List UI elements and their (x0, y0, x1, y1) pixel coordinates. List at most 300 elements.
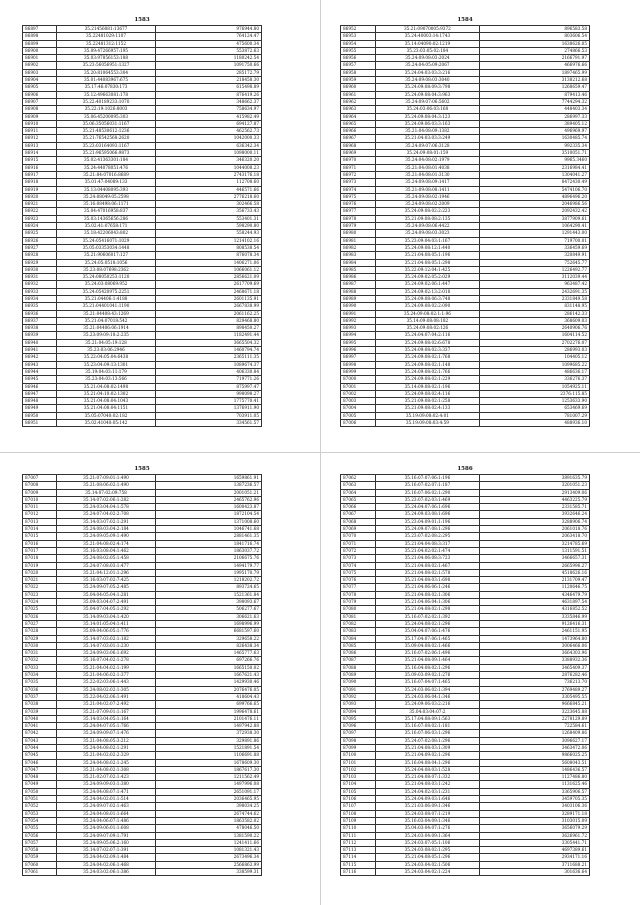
row-id-cell: 87087 (341, 657, 376, 664)
table-row (341, 325, 590, 332)
value-cell: 398034.25 (156, 803, 262, 810)
value-cell: 1381590.22 (156, 832, 262, 839)
value-cell: 4346479.79 (479, 591, 589, 598)
table-row (23, 518, 262, 525)
table-row (23, 325, 262, 332)
value-cell: 1698996.99 (156, 620, 262, 627)
table-row (341, 398, 590, 405)
row-id-cell: 86913 (23, 142, 57, 149)
table-row (341, 482, 590, 489)
coordinate-cell: 35.21:04:06:02:1:377 (56, 672, 155, 679)
coordinate-cell: 35.24:08:02:05:1:458 (56, 555, 155, 562)
table-row (341, 854, 590, 861)
value-cell: 992335.34 (479, 142, 589, 149)
coordinate-cell: 35.21:04:08:03:1:242 (376, 781, 479, 788)
coordinate-cell: 35.24:04:08:02:1:296 (376, 620, 479, 627)
row-id-cell: 87073 (341, 555, 376, 562)
coordinate-cell: 35.24:03:07:05:1:106 (376, 839, 479, 846)
table-row (23, 774, 262, 781)
row-id-cell: 87021 (23, 577, 57, 584)
coordinate-cell: 35.24:03:02:06:1:386 (56, 869, 155, 876)
coordinate-cell: 35.09:47266957:195 (56, 47, 155, 54)
table-row (23, 62, 262, 69)
table-row (341, 237, 590, 244)
coordinate-cell: 35.23:03:05:02:184 (376, 47, 479, 54)
row-id-cell: 86912 (23, 135, 57, 142)
coordinate-cell: 35.03:97856153:188 (56, 55, 155, 62)
row-id-cell: 86905 (23, 84, 57, 91)
coordinate-cell: 35.21:04:08:02:1:578 (376, 569, 479, 576)
value-cell: 558244.93 (156, 230, 262, 237)
coordinate-cell: 35.21:04:04:08:3:317 (376, 540, 479, 547)
table-row (23, 526, 262, 533)
coordinate-cell: 35.16:07:04:07:1:465 (376, 679, 479, 686)
table-row (23, 569, 262, 576)
value-cell: 2468671.18 (156, 288, 262, 295)
page-divider-horizontal (0, 452, 640, 453)
value-cell: 3388932.36 (479, 657, 589, 664)
value-cell: 3459705.35 (479, 796, 589, 803)
value-cell: 4518626.16 (479, 569, 589, 576)
row-id-cell: 86900 (23, 47, 57, 54)
row-id-cell: 87099 (341, 744, 376, 751)
row-id-cell: 87053 (23, 810, 57, 817)
table-row (341, 208, 590, 215)
row-id-cell: 86918 (23, 179, 57, 186)
table-row (23, 847, 262, 854)
coordinate-cell: 35.24:09:08:06:4422 (376, 223, 479, 230)
row-id-cell: 86951 (23, 420, 57, 427)
row-id-cell: 86902 (23, 62, 57, 69)
row-id-cell: 86991 (341, 310, 376, 317)
row-id-cell: 87082 (341, 620, 376, 627)
value-cell: 752645.77 (479, 259, 589, 266)
row-id-cell: 86975 (341, 193, 376, 200)
table-row (341, 266, 590, 273)
coordinate-cell: 35.21:04408:43:1269 (56, 310, 155, 317)
coordinate-cell: 35.21:04:07018:542 (56, 317, 155, 324)
coordinate-cell: 35.21:09:08:02:1:258 (376, 398, 479, 405)
table-row (23, 179, 262, 186)
coordinate-cell: 35.21:04:10:02:1302 (56, 390, 155, 397)
coordinate-cell: 35.09:04:06:05:1:776 (56, 628, 155, 635)
coordinate-cell: 35.24:03:08:07:1:219 (376, 810, 479, 817)
table-row (23, 40, 262, 47)
table-row (23, 113, 262, 120)
table-row (23, 715, 262, 722)
table-row (23, 303, 262, 310)
row-id-cell: 87081 (341, 613, 376, 620)
table-row (341, 215, 590, 222)
value-cell: 1044008.23 (156, 164, 262, 171)
coordinate-cell: 35.24:04:06:07:1:486 (56, 817, 155, 824)
value-cell: 4697389.61 (479, 847, 589, 854)
table-row (23, 69, 262, 76)
value-cell: 3006466.06 (479, 642, 589, 649)
table-row (341, 657, 590, 664)
coordinate-cell: 35.14:01:05:04:1:411 (56, 620, 155, 627)
coordinate-cell: 35.24:09:08:09:3:798 (376, 84, 479, 91)
row-id-cell: 87065 (341, 496, 376, 503)
coordinate-cell: 35.04:03:04:07:2 (376, 708, 479, 715)
value-cell: 719700.01 (479, 237, 589, 244)
row-id-cell: 86979 (341, 223, 376, 230)
value-cell: 764124.47 (156, 33, 262, 40)
table-row (341, 562, 590, 569)
table-row (23, 482, 262, 489)
value-cell: 719771.26 (156, 376, 262, 383)
value-cell: 2673496.34 (156, 854, 262, 861)
value-cell: 2674744.62 (156, 810, 262, 817)
table-row (341, 354, 590, 361)
coordinate-cell: 35.13:04408095:393 (56, 186, 155, 193)
value-cell: 329891.86 (156, 737, 262, 744)
value-cell: 9126416.31 (479, 620, 589, 627)
table-row (23, 708, 262, 715)
row-id-cell: 87012 (23, 511, 57, 518)
row-id-cell: 87090 (341, 679, 376, 686)
row-id-cell: 86930 (23, 266, 57, 273)
value-cell: 1268409.86 (479, 730, 589, 737)
value-cell: 3465409.37 (479, 664, 589, 671)
value-cell: 2106675.76 (156, 555, 262, 562)
table-row (23, 310, 262, 317)
table-row (23, 599, 262, 606)
table-row (341, 128, 590, 135)
row-id-cell: 87029 (23, 635, 57, 642)
value-cell: 879413.46 (479, 91, 589, 98)
coordinate-cell: 35.23:09:04:03:1:167 (376, 237, 479, 244)
value-cell: 553401.31 (156, 215, 262, 222)
coordinate-cell: 35.21:04:08:02:1:298 (376, 606, 479, 613)
table-row (341, 540, 590, 547)
table-row (23, 511, 262, 518)
value-cell: 1460794.74 (156, 347, 262, 354)
coordinate-cell: 35.24:04:02:01:1:514 (56, 796, 155, 803)
row-id-cell: 87106 (341, 796, 376, 803)
coordinate-cell: 35.24:09:02:13:2:018 (376, 288, 479, 295)
value-cell: 2001051.21 (156, 489, 262, 496)
table-row (341, 591, 590, 598)
row-id-cell: 86972 (341, 171, 376, 178)
table-row (341, 686, 590, 693)
value-cell: 1211562.49 (156, 774, 262, 781)
table-row (341, 113, 590, 120)
value-cell: 8472430.49 (479, 179, 589, 186)
row-id-cell: 87068 (341, 518, 376, 525)
coordinate-cell: 35.24:04:09:03:1:646 (376, 796, 479, 803)
row-id-cell: 87074 (341, 562, 376, 569)
table-row (23, 135, 262, 142)
coordinate-cell: 35.04:03:04:07:1:276 (376, 825, 479, 832)
table-row (341, 98, 590, 105)
coordinate-cell: 35.21:08:06:02:1:490 (56, 482, 155, 489)
value-cell: 3201051.23 (479, 482, 589, 489)
coordinate-cell: 35.23:08:07698:2362 (56, 266, 155, 273)
row-id-cell: 87095 (341, 715, 376, 722)
coordinate-cell: 35.09:03:04:07:2:491 (56, 599, 155, 606)
row-id-cell: 86989 (341, 295, 376, 302)
value-cell: 898450.27 (156, 325, 262, 332)
coordinate-cell: 35.24:09:08:03:3023 (376, 230, 479, 237)
value-cell: 699766.65 (156, 701, 262, 708)
row-id-cell: 87079 (341, 599, 376, 606)
table-row (23, 215, 262, 222)
row-id-cell: 87003 (341, 398, 376, 405)
table-row (23, 361, 262, 368)
value-cell: 722584.61 (479, 723, 589, 730)
table-row (341, 847, 590, 854)
coordinate-cell: 35.24:04:02:09:1:484 (56, 854, 155, 861)
coordinate-cell: 35.24:05416071:1029 (56, 237, 155, 244)
table-row (23, 91, 262, 98)
coordinate-cell: 35.24:03:08069:952 (56, 281, 155, 288)
coordinate-cell: 35.23:04:03:13:566 (56, 376, 155, 383)
coordinate-cell: 35.04:04:05:04:1:281 (56, 591, 155, 598)
row-id-cell: 87046 (23, 759, 57, 766)
table-row (341, 796, 590, 803)
table-row (23, 157, 262, 164)
row-id-cell: 87089 (341, 672, 376, 679)
table-row (341, 672, 590, 679)
data-table (22, 25, 262, 427)
row-id-cell: 87113 (341, 847, 376, 854)
coordinate-cell: 35.21:04:06:08:3:723 (376, 555, 479, 562)
coordinate-cell: 35.21:48530612:1236 (56, 128, 155, 135)
coordinate-cell: 35.23:07:02:08:2:295 (376, 533, 479, 540)
value-cell: 3665504.32 (156, 339, 262, 346)
table-row (341, 69, 590, 76)
table-row (341, 47, 590, 54)
coordinate-cell: 35.24:09:08:06:3:748 (376, 295, 479, 302)
value-cell: 320849.91 (479, 252, 589, 259)
coordinate-cell: 35.24:04:07:04:2:116 (376, 332, 479, 339)
row-id-cell: 87107 (341, 803, 376, 810)
coordinate-cell: 35.23:04:09:01:1:196 (376, 518, 479, 525)
value-cell: 2640906.76 (479, 325, 589, 332)
value-cell: 1291443.00 (479, 230, 589, 237)
row-id-cell: 87102 (341, 766, 376, 773)
coordinate-cell: 35.04:07:04:05:1:292 (56, 606, 155, 613)
coordinate-cell: 35.24:09:03:06:1:692 (56, 650, 155, 657)
table-row (341, 635, 590, 642)
coordinate-cell: 35.23:09:09:18:2:235 (56, 332, 155, 339)
coordinate-cell: 35.21:03:06:09:1:346 (376, 803, 479, 810)
coordinate-cell: 35.21:02:07:02:1:423 (56, 774, 155, 781)
row-id-cell: 87044 (23, 744, 57, 751)
value-cell: 1995170.79 (156, 569, 262, 576)
table-row (341, 310, 590, 317)
coordinate-cell: 35.24:09:08:02:1:1:96 (376, 310, 479, 317)
coordinate-cell: 35.24:09:08:02:126 (376, 325, 479, 332)
row-id-cell: 87085 (341, 642, 376, 649)
table-row (341, 223, 590, 230)
value-cell: 1387236.57 (156, 482, 262, 489)
row-id-cell: 87076 (341, 577, 376, 584)
row-id-cell: 87116 (341, 869, 376, 876)
value-cell: 876078.34 (156, 252, 262, 259)
value-cell: 1098000.11 (156, 150, 262, 157)
row-id-cell: 87064 (341, 489, 376, 496)
coordinate-cell: 35.24:05:0518:1056 (56, 259, 155, 266)
coordinate-cell: 35.24:04:08:01:1:664 (56, 810, 155, 817)
value-cell: 1665150.02 (156, 664, 262, 671)
coordinate-cell: 35.21:04:08:05:1:196 (376, 252, 479, 259)
value-cell: 446571.66 (156, 186, 262, 193)
value-cell: 1863037.72 (156, 547, 262, 554)
row-id-cell: 86998 (341, 361, 376, 368)
value-cell: 1120646.75 (479, 584, 589, 591)
table-row (341, 774, 590, 781)
table-row (341, 295, 590, 302)
row-id-cell: 86898 (23, 33, 57, 40)
coordinate-cell: 35.21:04:08:02:1498 (56, 383, 155, 390)
value-cell: 3510051.71 (479, 150, 589, 157)
value-cell: 998098.27 (156, 390, 262, 397)
value-cell: 653469.69 (479, 405, 589, 412)
table-row (23, 106, 262, 113)
coordinate-cell: 35.24:09:08:04:3:963 (376, 91, 479, 98)
value-cell: 3214785.69 (479, 540, 589, 547)
coordinate-cell: 35.24:03:06:03:168 (376, 106, 479, 113)
row-id-cell: 87035 (23, 679, 57, 686)
value-cell: 398093.67 (156, 599, 262, 606)
value-cell: 1867617.30 (156, 766, 262, 773)
value-cell: 2331585.71 (479, 504, 589, 511)
row-id-cell: 86941 (23, 347, 57, 354)
row-id-cell: 86980 (341, 230, 376, 237)
table-row (341, 664, 590, 671)
table-row (23, 555, 262, 562)
row-id-cell: 86925 (23, 230, 57, 237)
value-cell: 475600.34 (156, 40, 262, 47)
value-cell: 9866025.25 (479, 752, 589, 759)
row-id-cell: 87049 (23, 781, 57, 788)
coordinate-cell: 35.24:09:07:02:1:463 (56, 803, 155, 810)
value-cell: 1226492.77 (479, 266, 589, 273)
coordinate-cell: 35.24:09:07:06:5602 (376, 98, 479, 105)
row-id-cell: 86999 (341, 368, 376, 375)
coordinate-cell: 35.24:09:06:01:1:608 (56, 825, 155, 832)
value-cell: 1066061.12 (156, 266, 262, 273)
table-row (341, 577, 590, 584)
value-cell: 2046986.56 (479, 201, 589, 208)
row-id-cell: 87098 (341, 737, 376, 744)
value-cell: 348662.37 (156, 98, 262, 105)
coordinate-cell: 35.14:03:07:02:1:291 (56, 518, 155, 525)
coordinate-cell: 35.16:04:08:04:1:296 (376, 759, 479, 766)
coordinate-cell: 35.24:08049:05:2598 (56, 193, 155, 200)
coordinate-cell: 35.21:04:08:01:4038 (376, 164, 479, 171)
value-cell: 3138212.68 (479, 77, 589, 84)
row-id-cell: 86928 (23, 252, 57, 259)
table-row (23, 339, 262, 346)
row-id-cell: 86949 (23, 405, 57, 412)
value-cell: 829468.80 (156, 317, 262, 324)
coordinate-cell: 35.16:03:04:09:1:346 (376, 817, 479, 824)
coordinate-cell: 35.21:04401041:1190 (56, 303, 155, 310)
row-id-cell: 86969 (341, 150, 376, 157)
table-row (341, 274, 590, 281)
table-row (23, 354, 262, 361)
row-id-cell: 87050 (23, 788, 57, 795)
value-cell: 1091750.66 (156, 62, 262, 69)
coordinate-cell: 35.21456081:13677 (56, 26, 155, 33)
table-row (23, 752, 262, 759)
table-row (341, 752, 590, 759)
coordinate-cell: 35.24:09:08:04:3:123 (376, 113, 479, 120)
value-cell: 2465762.96 (156, 496, 262, 503)
row-id-cell: 86982 (341, 244, 376, 251)
row-id-cell: 87000 (341, 376, 376, 383)
value-cell: 1054925.11 (479, 383, 589, 390)
row-id-cell: 86931 (23, 274, 57, 281)
value-cell: 876419.26 (156, 91, 262, 98)
row-id-cell: 86944 (23, 368, 57, 375)
row-id-cell: 87040 (23, 715, 57, 722)
coordinate-cell: 35.16:07:02:07:1:187 (376, 482, 479, 489)
table-row (23, 504, 262, 511)
table-row (341, 613, 590, 620)
row-id-cell: 86961 (341, 91, 376, 98)
value-cell: 3305441.71 (479, 839, 589, 846)
table-row (23, 759, 262, 766)
coordinate-cell: 35.24:07:02:08:1:296 (376, 737, 479, 744)
table-row (23, 230, 262, 237)
row-id-cell: 87014 (23, 526, 57, 533)
table-row (23, 77, 262, 84)
table-row (23, 839, 262, 846)
table-row (23, 825, 262, 832)
row-id-cell: 86985 (341, 266, 376, 273)
table-row (341, 788, 590, 795)
coordinate-cell: 35.21:04:04:02:1:199 (56, 664, 155, 671)
coordinate-cell: 35.21:04:02:02:1:474 (376, 547, 479, 554)
coordinate-cell: 35.16:03:08:04:1:462 (56, 547, 155, 554)
coordinate-cell: 35.24:03:04:02:1:506 (376, 861, 479, 868)
value-cell: 3656079.29 (479, 825, 589, 832)
coordinate-cell: 35.19:09:08:02:4:01 (376, 412, 479, 419)
row-id-cell: 86966 (341, 128, 376, 135)
coordinate-cell: 35.21:04:08:02:1:306 (376, 591, 479, 598)
coordinate-cell: 35.05:03353034:1448 (56, 244, 155, 251)
row-id-cell: 87048 (23, 774, 57, 781)
table-row (23, 128, 262, 135)
value-cell: 808538.54 (156, 244, 262, 251)
table-row (341, 584, 590, 591)
coordinate-cell: 35.24:04:08:07:1:471 (56, 788, 155, 795)
value-cell: 598290.80 (156, 223, 262, 230)
value-cell: 1106691.88 (156, 752, 262, 759)
row-id-cell: 87114 (341, 854, 376, 861)
row-id-cell: 87096 (341, 723, 376, 730)
coordinate-cell: 35.24:04:08:02:1:245 (56, 759, 155, 766)
table-row (23, 562, 262, 569)
coordinate-cell: 35.24:04:03:03:3:216 (376, 69, 479, 76)
table-row (341, 701, 590, 708)
row-id-cell: 86932 (23, 281, 57, 288)
table-row (23, 606, 262, 613)
value-cell: 3223645.88 (479, 708, 589, 715)
table-row (23, 368, 262, 375)
coordinate-cell: 35.21:04:08:04:1043 (56, 398, 155, 405)
coordinate-cell: 35.06:35056031:1167 (56, 120, 155, 127)
table-row (23, 635, 262, 642)
coordinate-cell: 35.24:09:08:02:2009 (376, 201, 479, 208)
coordinate-cell: 35.24:09:08:02:1:766 (376, 368, 479, 375)
value-cell: 703911.05 (156, 412, 262, 419)
table-row (23, 281, 262, 288)
